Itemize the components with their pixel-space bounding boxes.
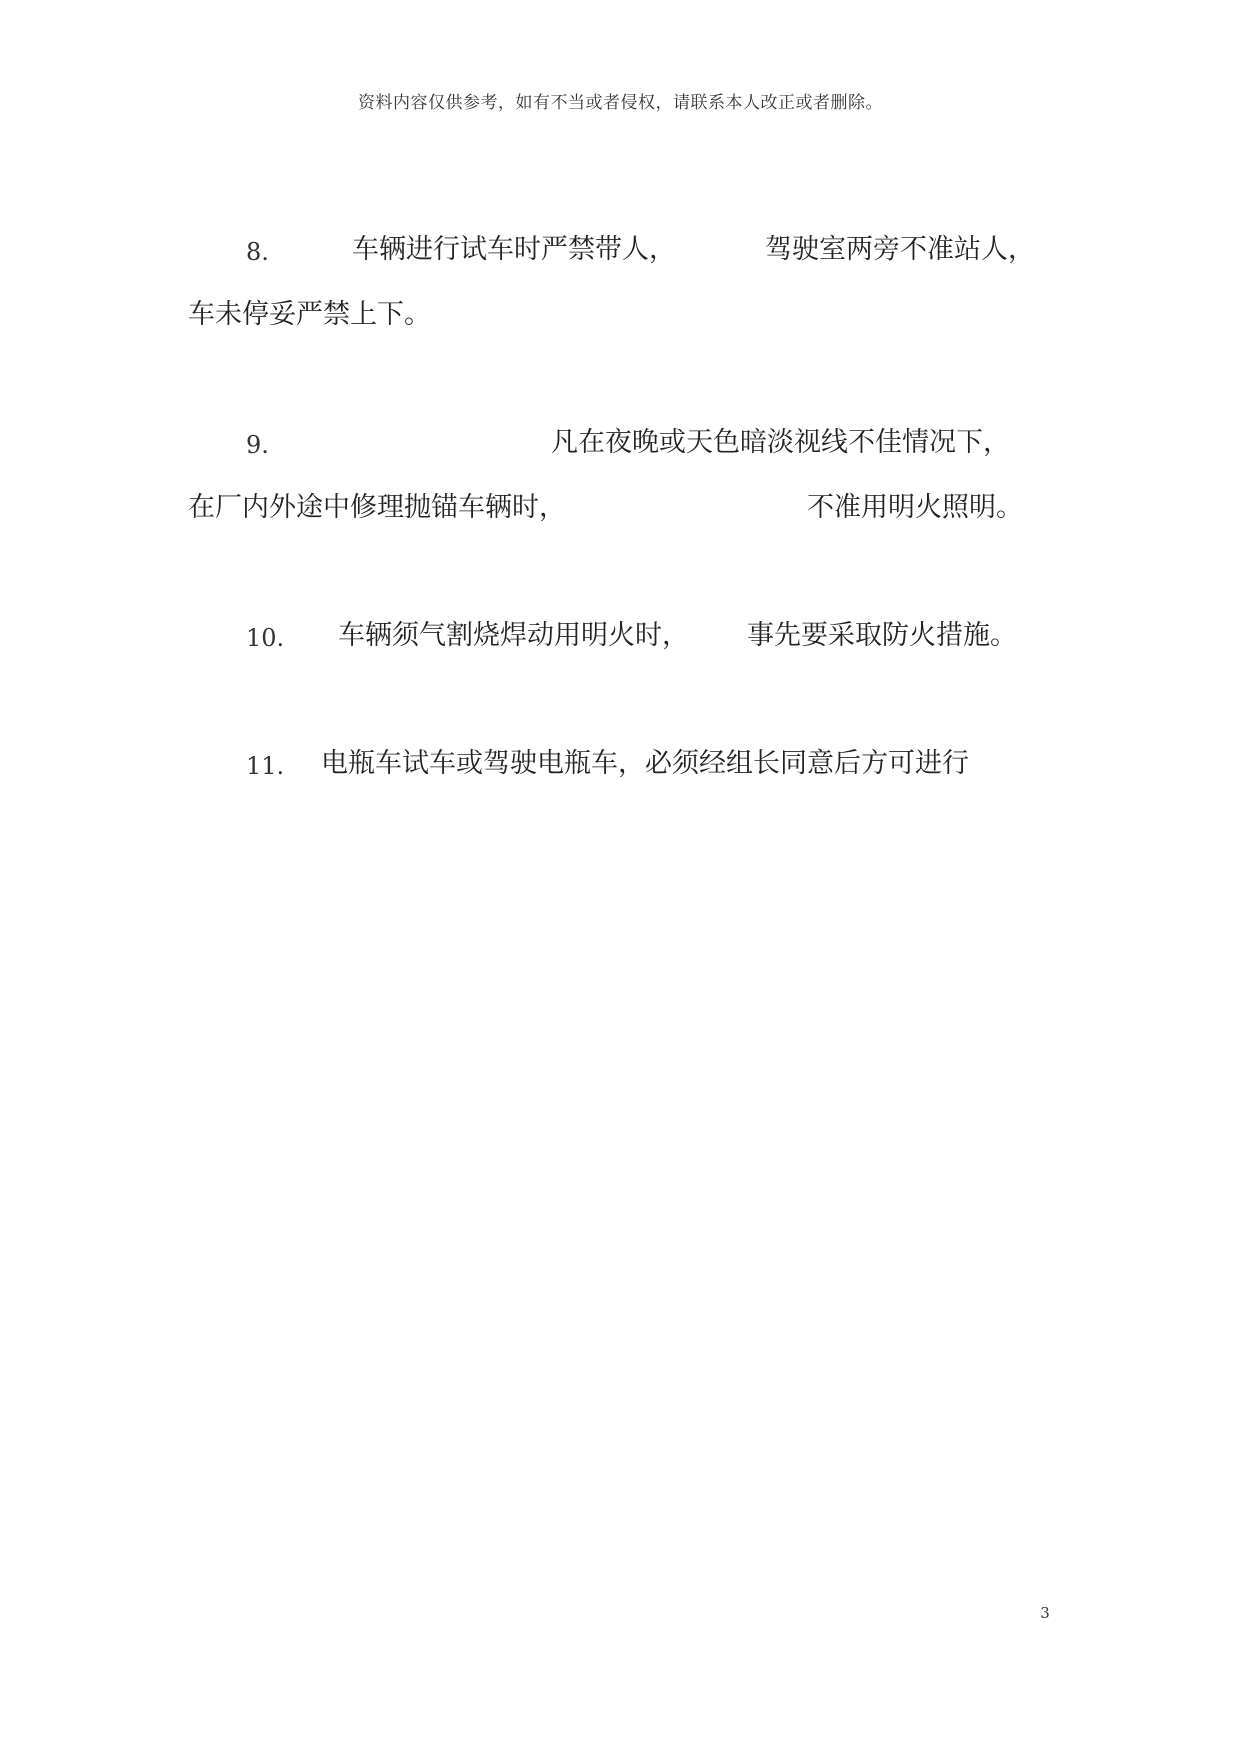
item-9-continuation-part-2: 不准用明火照明。 [807, 492, 1023, 523]
item-number-9: 9. [246, 431, 269, 459]
item-8-continuation: 车未停妥严禁上下。 [188, 299, 431, 330]
item-11-text: 电瓶车试车或驾驶电瓶车，必须经组长同意后方可进行 [321, 748, 969, 779]
item-10-text-part-2: 事先要采取防火措施。 [747, 620, 1017, 651]
item-9-text-part-1: 凡在夜晚或天色暗淡视线不佳情况下， [551, 427, 1010, 458]
item-8-text-part-1: 车辆进行试车时严禁带人， [352, 234, 676, 265]
item-number-8: 8. [246, 238, 269, 266]
item-10-text-part-1: 车辆须气割烧焊动用明火时， [338, 620, 689, 651]
item-8-text-part-2: 驾驶室两旁不准站人， [765, 234, 1035, 265]
item-9-continuation-part-1: 在厂内外途中修理抛锚车辆时， [188, 492, 566, 523]
item-number-11: 11. [246, 752, 285, 780]
item-number-10: 10. [246, 624, 285, 652]
disclaimer-header: 资料内容仅供参考，如有不当或者侵权，请联系本人改正或者删除。 [358, 93, 883, 113]
page-number: 3 [1040, 1604, 1050, 1622]
